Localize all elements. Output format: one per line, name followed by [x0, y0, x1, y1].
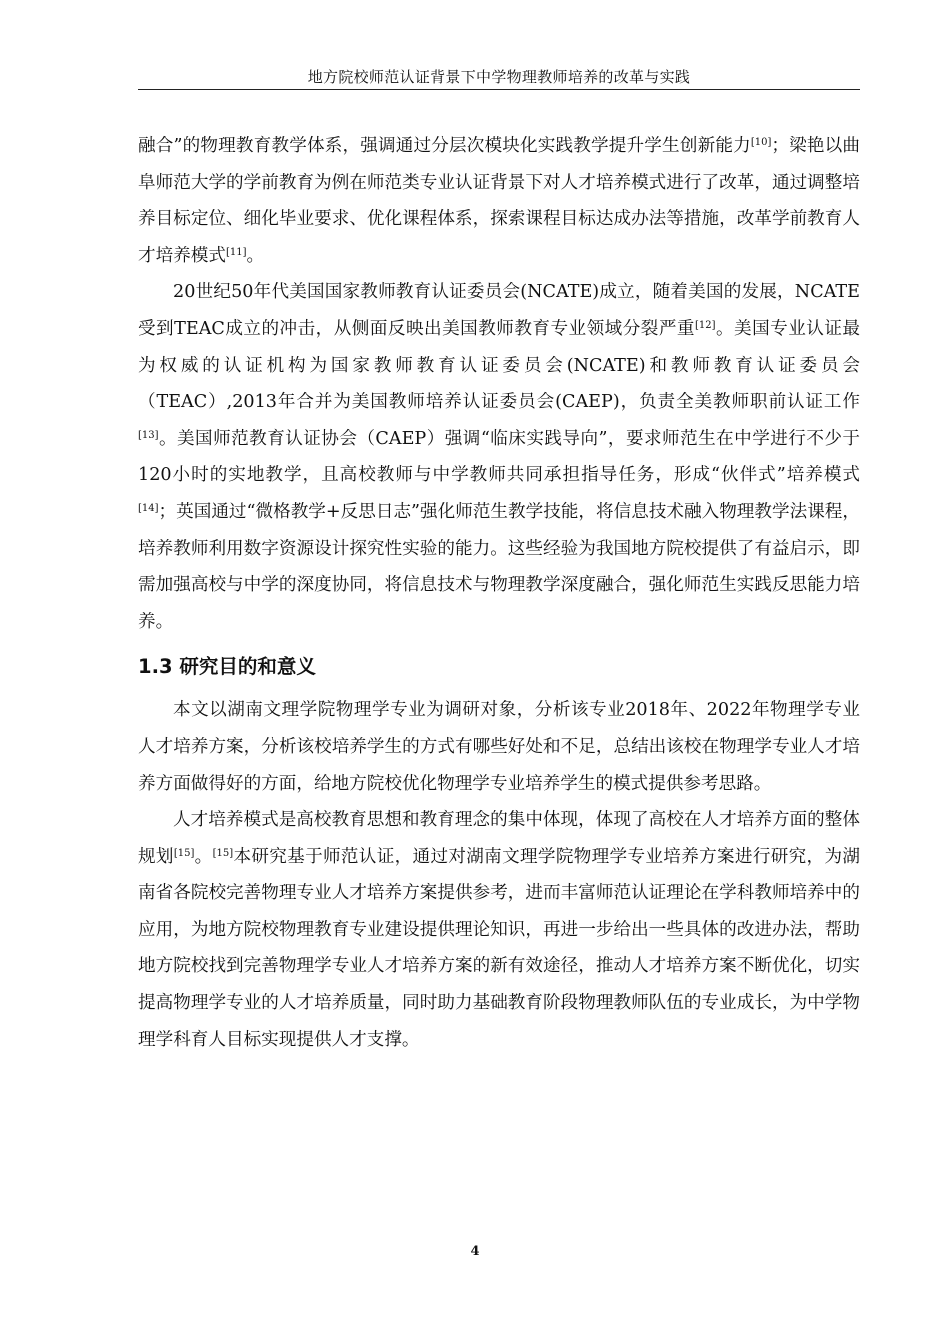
section-heading: 1.3 研究目的和意义: [138, 655, 316, 679]
citation-ref: [13]: [138, 429, 159, 441]
citation-ref: [11]: [225, 246, 247, 258]
paragraph-section-1: [138, 692, 860, 802]
paragraph-text: 。: [194, 846, 213, 867]
paragraph-text: 20世纪50年代美国国家教师教育认证委员会(NCATE)成立，随着美国的发展，NCATE受到TEAC成立的冲击，从侧面反映出美国教师教育专业领域分裂严重: [138, 282, 860, 339]
paragraph-text: 本研究基于师范认证，通过对湖南文理学院物理学专业培养方案进行研究，为湖南省各院校完善物理专业人才培养方案提供参考，进而丰富师范认证理论在学科教师培养中的应用，为地方院校物理教育专业建设提供理论知识，再进一步给出一些具体的改进办法，帮助地方院校找到完善物理学专业人才培养方案的新有效途径，推动人才培养方案不断优化，切实提高物理学专业的人才培养质量，同时助力基础教育阶段物理教师队伍的专业成长，为中学物理学科育人目标实现提供人才支撑。: [138, 846, 860, 1050]
citation-ref: [15]: [173, 847, 195, 859]
paragraph-intro-2: [138, 274, 860, 640]
paragraph-text: 。美国师范教育认证协会（CAEP）强调“临床实践导向”，要求师范生在中学进行不少于120小时的实地教学，且高校教师与中学教师共同承担指导任务，形成“伙伴式”培养模式: [138, 428, 860, 486]
paragraph-text: 。美国专业认证最为权威的认证机构为国家教师教育认证委员会(NCATE)和教师教育认证委员会（TEAC）,2013年合并为美国教师培养认证委员会(CAEP)，负责全美教师职前认证工作: [138, 318, 860, 413]
header-rule: [138, 89, 860, 90]
page-number: 4: [470, 1244, 480, 1259]
paragraph-intro-1: [138, 128, 860, 274]
citation-ref: [15]: [212, 847, 234, 859]
paragraph-text: 融合”的物理教育教学体系，强调通过分层次模块化实践教学提升学生创新能力: [138, 136, 751, 156]
paragraph-text: ；梁艳以曲阜师范大学的学前教育为例在师范类专业认证背景下对人才培养模式进行了改革，通过调整培养目标定位、细化毕业要求、优化课程体系，探索课程目标达成办法等措施，改革学前教育人才培养模式: [138, 136, 860, 266]
running-header: 地方院校师范认证背景下中学物理教师培养的改革与实践: [307, 68, 691, 86]
paragraph-section-2: [138, 802, 860, 1058]
paragraph-text: ；英国通过“微格教学+反思日志”强化师范生教学技能，将信息技术融入物理教学法课程，培养教师利用数字资源设计探究性实验的能力。这些经验为我国地方院校提供了有益启示，即需加强高校与中学的深度协同，将信息技术与物理教学深度融合，强化师范生实践反思能力培养。: [138, 501, 860, 632]
citation-ref: [10]: [750, 137, 772, 148]
citation-ref: [12]: [694, 319, 716, 331]
body-text: [138, 128, 860, 1058]
paragraph-text: 人才培养模式是高校教育思想和教育理念的集中体现，体现了高校在人才培养方面的整体规划: [138, 810, 860, 867]
citation-ref: [14]: [138, 502, 159, 514]
paragraph-text: 。: [246, 245, 265, 266]
paragraph-text: 本文以湖南文理学院物理学专业为调研对象，分析该专业2018年、2022年物理学专业人才培养方案，分析该校培养学生的方式有哪些好处和不足，总结出该校在物理学专业人才培养方面做得好的方面，给地方院校优化物理学专业培养学生的模式提供参考思路。: [138, 700, 860, 794]
